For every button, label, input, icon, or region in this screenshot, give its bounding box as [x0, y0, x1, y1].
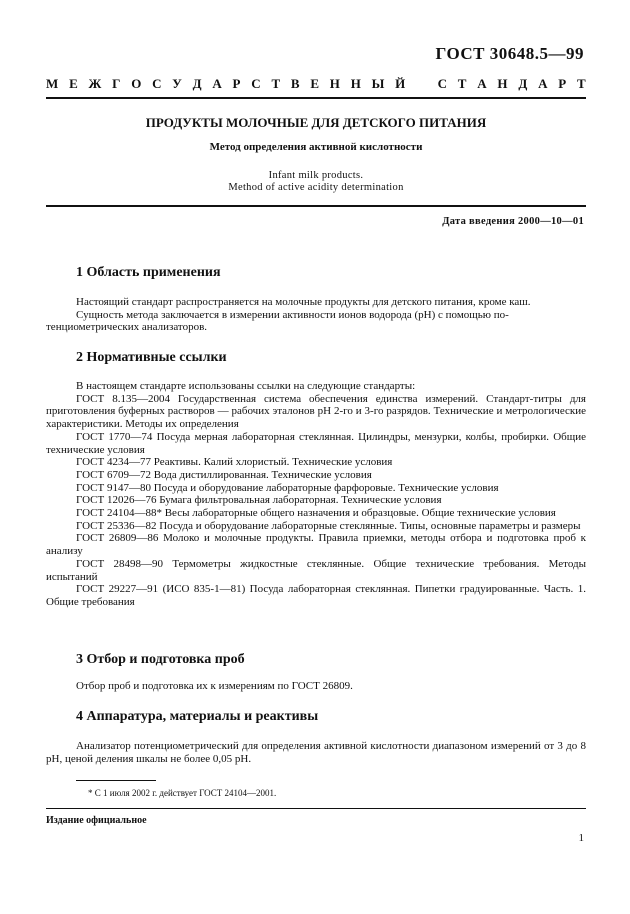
english-title-line-2: Method of active acidity determination	[228, 182, 404, 193]
banner-letter: О	[131, 76, 142, 91]
edition-label: Издание официальное	[46, 815, 147, 826]
reference-line: ГОСТ 12026—76 Бумага фильтровальная лабораторная. Технические условия	[76, 494, 442, 507]
banner-letter: А	[538, 76, 548, 91]
standard-type-banner	[46, 76, 586, 92]
banner-letter: Н	[350, 76, 361, 91]
reference-line: ГОСТ 29227—91 (ИСО 835-1—81) Посуда лабораторная стеклянная. Пипетки градуированные. Часть. 1. Общие требования	[46, 583, 586, 608]
banner-letter: М	[46, 76, 59, 91]
banner-letter: Ы	[371, 76, 385, 91]
document-number: ГОСТ 30648.5—99	[435, 44, 584, 63]
reference-line: ГОСТ 26809—86 Молоко и молочные продукты. Правила приемки, методы отбора и подготовка проб к анализу	[46, 532, 586, 558]
section-1-line: Настоящий стандарт распространяется на молочные продукты для детского питания, кроме каш.	[76, 296, 531, 308]
header-rule	[46, 97, 586, 99]
section-1-heading: 1 Область применения	[76, 265, 221, 280]
banner-letter: Е	[69, 76, 78, 91]
banner-letter: У	[172, 76, 182, 91]
banner-letter: Д	[518, 76, 528, 91]
introduction-date: Дата введения 2000—10—01	[442, 216, 584, 227]
banner-letter: А	[212, 76, 222, 91]
section-1-body	[46, 296, 586, 334]
title-rule	[46, 205, 586, 207]
banner-letter: Р	[558, 76, 567, 91]
section-4-text: Анализатор потенциометрический для определения активной кислотности диапазоном измерений от 3 до 8 pH, ценой деления шкалы не более 0,05 pH.	[46, 740, 586, 765]
banner-letter: В	[290, 76, 300, 91]
banner-letter: Д	[192, 76, 202, 91]
reference-line: ГОСТ 25336—82 Посуда и оборудование лабораторные стеклянные. Типы, основные параметры и размеры	[76, 519, 581, 532]
reference-line: ГОСТ 28498—90 Термометры жидкостные стеклянные. Общие технические требования. Методы испытаний	[46, 557, 586, 583]
section-2-body	[46, 380, 586, 609]
banner-letter: Т	[271, 76, 281, 91]
banner-letter: Н	[497, 76, 508, 91]
section-3-heading: 3 Отбор и подготовка проб	[76, 652, 245, 667]
section-4-body	[46, 740, 586, 765]
banner-letter: Н	[329, 76, 340, 91]
english-title-line-1: Infant milk products.	[268, 170, 364, 181]
section-1-line: тенциометрических анализаторов.	[46, 321, 208, 334]
section-4-heading: 4 Аппаратура, материалы и реактивы	[76, 709, 319, 724]
section-2-heading: 2 Нормативные ссылки	[76, 350, 227, 365]
banner-letter: С	[437, 76, 448, 91]
banner-letter: С	[152, 76, 162, 91]
footnote: * С 1 июля 2002 г. действует ГОСТ 24104—2001.	[88, 788, 277, 798]
banner-letter: Т	[457, 76, 467, 91]
reference-line: ГОСТ 6709—72 Вода дистиллированная. Технические условия	[76, 468, 372, 481]
document-title: ПРОДУКТЫ МОЛОЧНЫЕ ДЛЯ ДЕТСКОГО ПИТАНИЯ	[145, 115, 487, 130]
banner-letter: Т	[576, 76, 586, 91]
reference-line: В настоящем стандарте использованы ссылки на следующие стандарты:	[76, 380, 416, 392]
footnote-rule	[76, 780, 156, 781]
banner-letter: Р	[232, 76, 241, 91]
reference-line: ГОСТ 24104—88* Весы лабораторные общего назначения и образцовые. Общие технические условия	[76, 507, 556, 520]
reference-line: ГОСТ 1770—74 Посуда мерная лабораторная стеклянная. Цилиндры, мензурки, колбы, пробирки. Общие технические условия	[46, 430, 586, 456]
banner-letter: А	[477, 76, 487, 91]
banner-letter: Ж	[88, 76, 102, 91]
reference-line: ГОСТ 4234—77 Реактивы. Калий хлористый. Технические условия	[76, 456, 393, 469]
document-subtitle: Метод определения активной кислотности	[209, 141, 423, 153]
english-title	[46, 170, 586, 194]
section-1-line: Сущность метода заключается в измерении активности ионов водорода (pH) с помощью по-	[76, 308, 509, 321]
banner-letter: Г	[112, 76, 121, 91]
reference-line: ГОСТ 9147—80 Посуда и оборудование лабораторные фарфоровые. Технические условия	[76, 481, 499, 494]
reference-line: ГОСТ 8.135—2004 Государственная система обеспечения единства измерений. Стандарт-титры для приготовления буферных растворов — рабочих эталонов pH 2-го и 3-го разрядов. Технические и метрологические характеристики. Методы их определения	[46, 392, 586, 431]
section-3-body: Отбор проб и подготовка их к измерениям по ГОСТ 26809.	[76, 680, 353, 692]
banner-letter: С	[251, 76, 261, 91]
page-number: 1	[578, 832, 584, 844]
banner-letter: Й	[395, 76, 406, 91]
footer-rule	[46, 808, 586, 809]
banner-letter: Е	[310, 76, 320, 91]
